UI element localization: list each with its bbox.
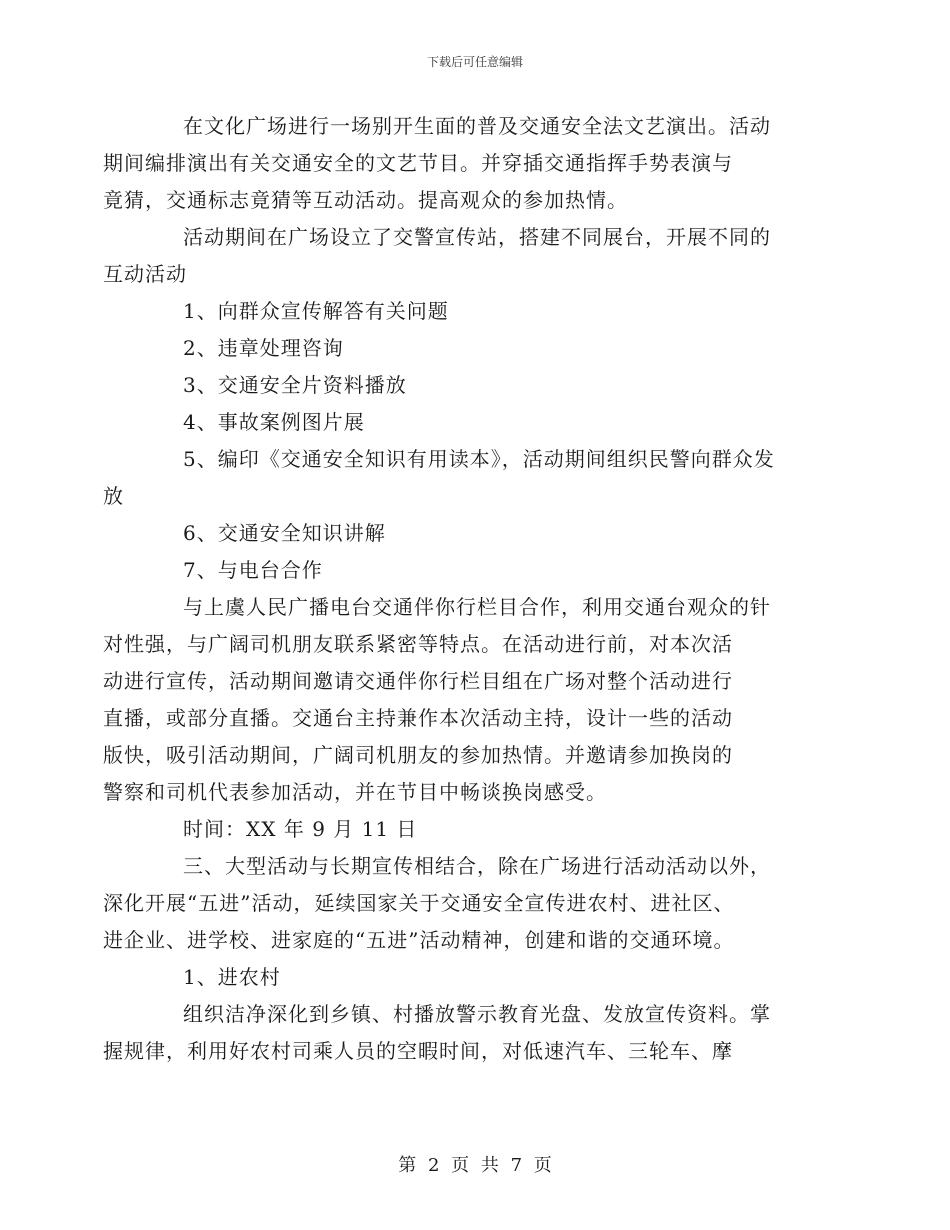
list-item: 1、向群众宣传解答有关问题: [183, 299, 449, 323]
list-item: 3、交通安全片资料播放: [183, 373, 407, 397]
list-item: 4、事故案例图片展: [183, 410, 365, 434]
paragraph: 三、大型活动与长期宣传相结合，除在广场进行活动活动以外， 深化开展“五进”活动，延续国家关于交通安全宣传进农村、进社区、 进企业、进学校、进家庭的“五进”活动精神，创建和谐的交通环境。: [103, 854, 771, 952]
list-item: 6、交通安全知识讲解: [183, 521, 386, 545]
paragraph: 在文化广场进行一场别开生面的普及交通安全法文艺演出。活动 期间编排演出有关交通安全的文艺节目。并穿插交通指挥手势表演与 竟猜，交通标志竟猜等互动活动。提高观众的参加热情。: [103, 114, 771, 212]
paragraph: 活动期间在广场设立了交警宣传站，搭建不同展台，开展不同的 互动活动: [103, 225, 771, 286]
list-item: 5、编印《交通安全知识有用读本》，活动期间组织民警向群众发 放: [103, 447, 775, 508]
paragraph: 组织洁净深化到乡镇、村播放警示教育光盘、发放宣传资料。掌 握规律，利用好农村司乘人员的空暇时间，对低速汽车、三轮车、摩: [103, 1002, 771, 1063]
page-header: 下载后可任意编辑: [426, 55, 523, 69]
paragraph: 与上虞人民广播电台交通伴你行栏目合作，利用交通台观众的针 对性强，与广阔司机朋友联系紧密等特点。在活动进行前，对本次活 动进行宣传，活动期间邀请交通伴你行栏目组在广场对整个活动进行 直播，或部分直播。交通台主持兼作本次活动主持，设计一些的活动 版快，吸引活动期间，广阔司机朋友的参加热情。并邀请参加换岗的 警察和司机代表参加活动，并在节目中畅谈换岗感受。: [103, 595, 771, 804]
list-item: 2、违章处理咨询: [183, 336, 344, 360]
list-item: 7、与电台合作: [183, 558, 323, 582]
date-line: 时间：XX 年 9 月 11 日: [183, 817, 418, 841]
page-number: 第 2 页 共 7 页: [398, 1155, 552, 1176]
list-item: 1、进农村: [183, 965, 281, 989]
document-body: [103, 108, 807, 1070]
